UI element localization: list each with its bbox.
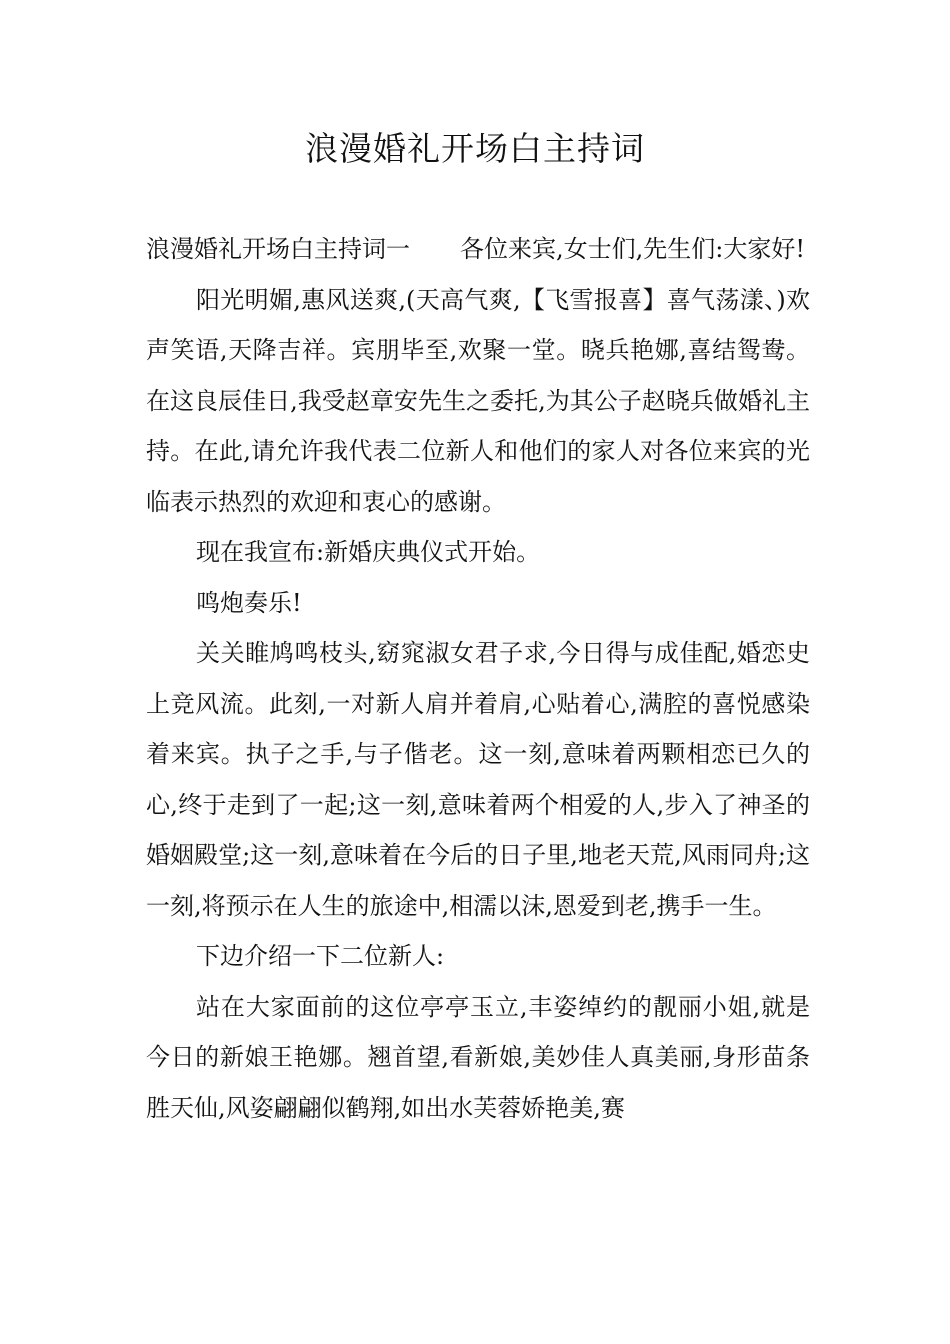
paragraph-introduction: 下边介绍一下二位新人: <box>196 942 445 970</box>
paragraph-announcement: 现在我宣布:新婚庆典仪式开始。 <box>196 538 541 566</box>
paragraph-poem: 关关睢鸠鸣枝头,窈窕淑女君子求,今日得与成佳配,婚恋史上竞风流。此刻,一对新人肩并着肩,心贴着心,满腔的喜悦感染着来宾。执子之手,与子偕老。这一刻,意味着两颗相恋已久的心,终于走到了一起;这一刻,意味着两个相爱的人,步入了神圣的婚姻殿堂;这一刻,意味着在今后的日子里,地老天荒,风雨同舟;这一刻,将预示在人生的旅途中,相濡以沫,恩爱到老,携手一生。 <box>146 639 810 920</box>
paragraph-opening: 阳光明媚,惠风送爽,(天高气爽,【飞雪报喜】喜气荡漾、)欢声笑语,天降吉祥。宾朋毕至,欢聚一堂。晓兵艳娜,喜结鸳鸯。在这良辰佳日,我受赵章安先生之委托,为其公子赵晓兵做婚礼主持。在此,请允许我代表二位新人和他们的家人对各位来宾的光临表示热烈的欢迎和衷心的感谢。 <box>146 285 810 516</box>
document-body <box>146 224 810 1133</box>
intro-paragraph <box>146 224 810 275</box>
intro-greeting: 各位来宾,女士们,先生们:大家好! <box>460 235 805 263</box>
intro-heading: 浪漫婚礼开场白主持词一 <box>146 235 410 263</box>
document-title: 浪漫婚礼开场白主持词 <box>305 129 645 168</box>
paragraph-fireworks: 鸣炮奏乐! <box>196 588 302 617</box>
paragraph-bride: 站在大家面前的这位亭亭玉立,丰姿绰约的靓丽小姐,就是今日的新娘王艳娜。翘首望,看新娘,美妙佳人真美丽,身形苗条胜天仙,风姿翩翩似鹤翔,如出水芙蓉娇艳美,赛 <box>146 992 810 1122</box>
